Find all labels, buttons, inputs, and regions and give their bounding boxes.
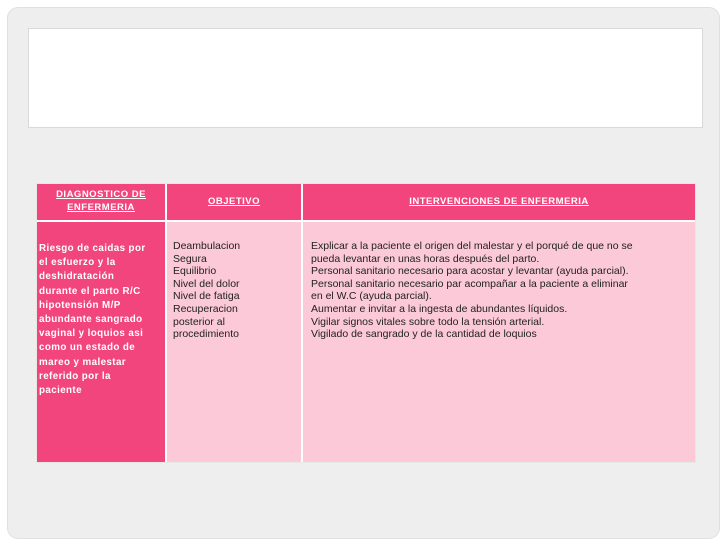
diagnostico-line: referido por la bbox=[39, 370, 111, 382]
objetivo-cell bbox=[167, 222, 301, 462]
diagnostico-line: paciente bbox=[39, 385, 82, 397]
objetivo-line: Equilibrio bbox=[173, 265, 217, 278]
intervencion-line: Personal sanitario necesario para acostar y levantar (ayuda parcial). bbox=[311, 265, 629, 278]
title-placeholder[interactable] bbox=[28, 28, 703, 128]
header-diagnostico: DIAGNOSTICO DE ENFERMERIA bbox=[37, 184, 165, 220]
diagnostico-line: durante el parto R/C bbox=[39, 285, 141, 297]
header-objetivo: OBJETIVO bbox=[167, 184, 301, 220]
diagnostico-line: el esfuerzo y la bbox=[39, 257, 116, 269]
intervencion-line: Vigilado de sangrado y de la cantidad de loquios bbox=[311, 328, 537, 341]
intervenciones-cell bbox=[303, 222, 695, 462]
intervencion-line: Vigilar signos vitales sobre todo la tensión arterial. bbox=[311, 315, 545, 328]
care-plan-table bbox=[36, 183, 696, 463]
diagnostico-line: vaginal y loquios asi bbox=[39, 328, 144, 340]
diagnostico-cell bbox=[37, 222, 165, 462]
header-intervenciones: INTERVENCIONES DE ENFERMERIA bbox=[303, 184, 695, 220]
diagnostico-line: abundante sangrado bbox=[39, 314, 143, 326]
diagnostico-line: deshidratación bbox=[39, 271, 115, 283]
objetivo-line: procedimiento bbox=[173, 328, 239, 341]
intervencion-line: Personal sanitario necesario par acompañar a la paciente a eliminar bbox=[311, 277, 628, 290]
intervencion-line: en el W.C (ayuda parcial). bbox=[311, 290, 432, 303]
intervencion-line: Aumentar e invitar a la ingesta de abundantes líquidos. bbox=[311, 302, 568, 315]
diagnostico-line: mareo y malestar bbox=[39, 356, 126, 368]
objetivo-line: Segura bbox=[173, 252, 207, 265]
intervencion-line: pueda levantar en unas horas después del parto. bbox=[311, 252, 540, 265]
objetivo-line: Nivel del dolor bbox=[173, 277, 240, 290]
diagnostico-line: como un estado de bbox=[39, 342, 136, 354]
objetivo-line: Deambulacion bbox=[173, 240, 241, 252]
diagnostico-line: hipotensión M/P bbox=[39, 299, 121, 311]
objetivo-line: posterior al bbox=[173, 315, 225, 328]
objetivo-line: Recuperacion bbox=[173, 302, 238, 315]
intervencion-line: Explicar a la paciente el origen del malestar y el porqué de que no se bbox=[311, 240, 633, 252]
slide bbox=[8, 8, 719, 538]
diagnostico-line: Riesgo de caidas por bbox=[39, 243, 146, 254]
objetivo-line: Nivel de fatiga bbox=[173, 290, 240, 303]
